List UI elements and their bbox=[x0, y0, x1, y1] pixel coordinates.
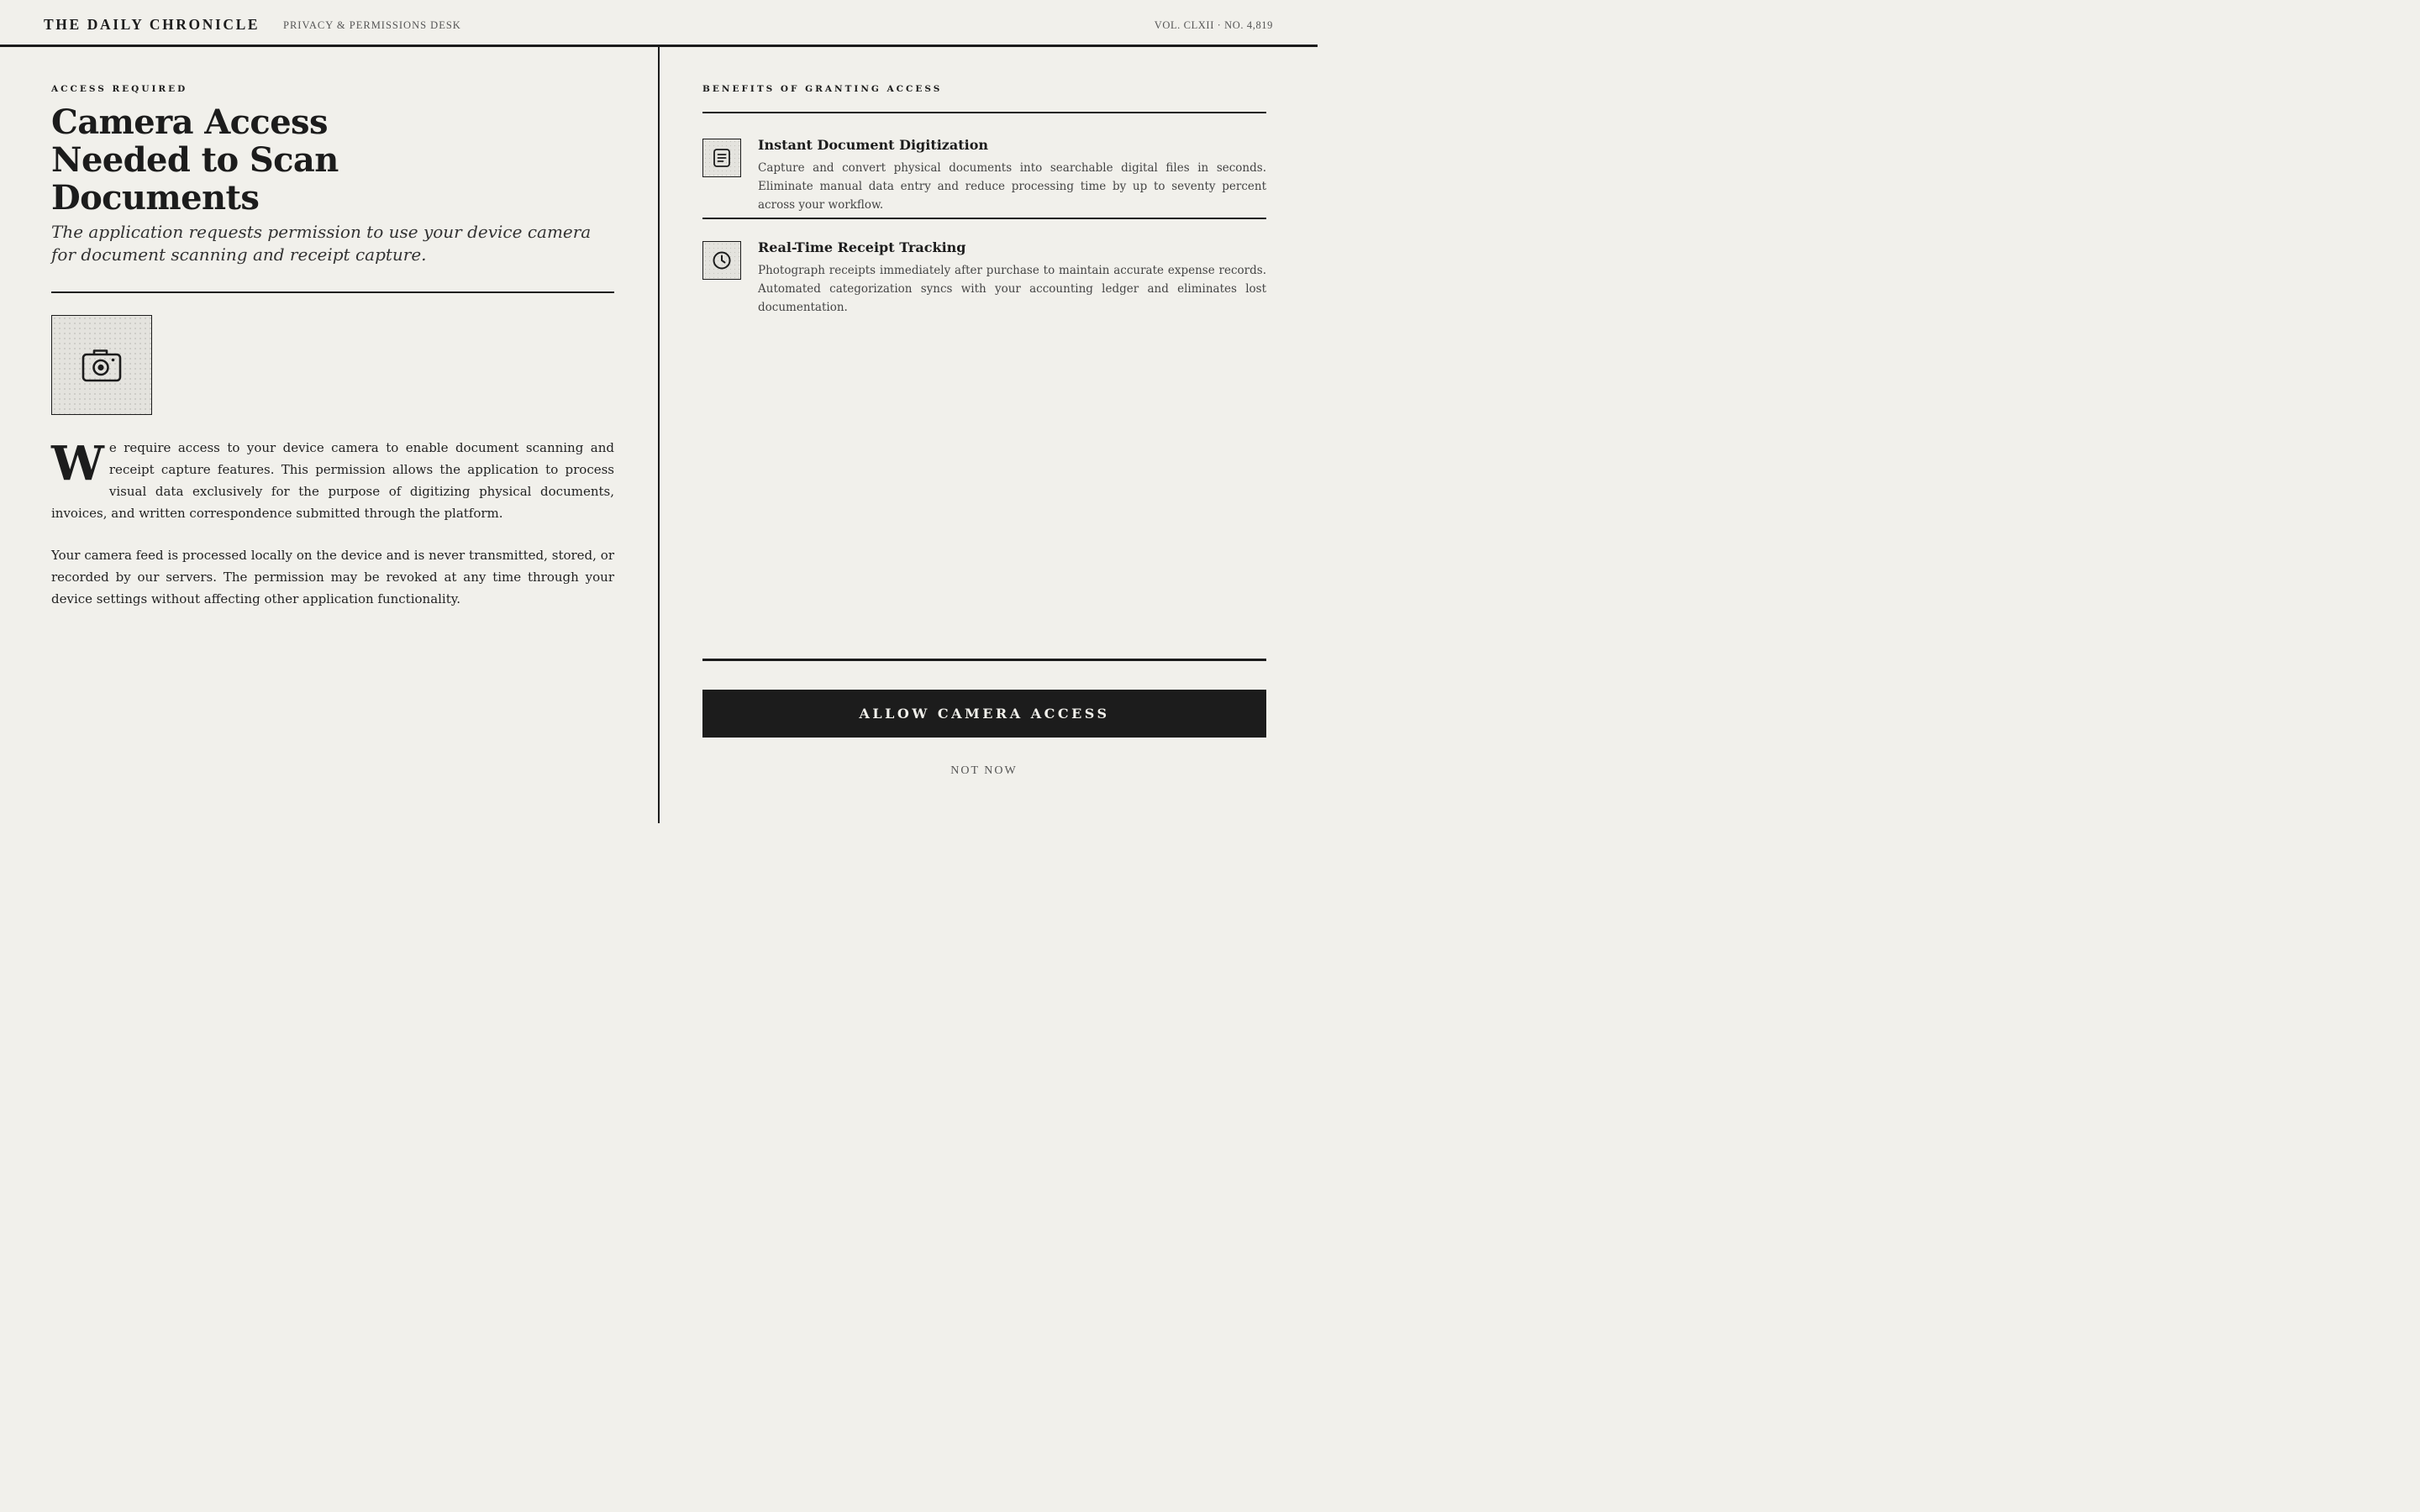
benefits-kicker: BENEFITS OF GRANTING ACCESS bbox=[702, 84, 943, 94]
drop-cap: W bbox=[51, 436, 104, 491]
masthead bbox=[0, 0, 1318, 47]
benefit-description: Capture and convert physical documents into searchable digital files in seconds. Eliminate manual data entry and reduce processing time by up to seventy percent across your workflow. bbox=[758, 161, 1266, 212]
benefits-rule-top bbox=[702, 112, 1266, 113]
permission-page bbox=[0, 0, 1318, 823]
benefits-column bbox=[702, 47, 1266, 823]
article-rule bbox=[51, 291, 614, 293]
benefit-icon-box bbox=[702, 139, 741, 177]
article-paragraph-2: Your camera feed is processed locally on the device and is never transmitted, stored, or recorded by our servers. The permission may be revoked at any time through your device settings without affecting other application functionality. bbox=[51, 548, 614, 606]
volume-label: VOL. CLXII · NO. 4,819 bbox=[1154, 19, 1273, 31]
paragraph-1-text: e require access to your device camera to enable document scanning and receipt capture features. This permission allows the application to process visual data exclusively for the purpose of digitizing physical documents, invoices, and written correspondence submitted through the platform. bbox=[51, 440, 614, 521]
allow-camera-access-button[interactable]: ALLOW CAMERA ACCESS bbox=[702, 690, 1266, 738]
clock-icon bbox=[712, 250, 732, 270]
article-paragraph-1 bbox=[51, 437, 614, 524]
not-now-button[interactable]: NOT NOW bbox=[900, 761, 1068, 781]
column-divider bbox=[658, 47, 660, 823]
camera-icon bbox=[82, 348, 122, 383]
benefits-rule-middle bbox=[702, 218, 1266, 219]
benefit-title: Real-Time Receipt Tracking bbox=[758, 239, 966, 255]
desk-label: PRIVACY & PERMISSIONS DESK bbox=[283, 19, 461, 31]
benefit-description: Photograph receipts immediately after purchase to maintain accurate expense records. Automated categorization syncs with your accounting ledger and eliminates lost documentation. bbox=[758, 264, 1266, 314]
benefit-title: Instant Document Digitization bbox=[758, 137, 989, 153]
camera-illustration bbox=[51, 315, 152, 415]
document-icon bbox=[713, 148, 731, 168]
article-kicker: ACCESS REQUIRED bbox=[51, 84, 188, 94]
benefit-icon-box bbox=[702, 241, 741, 280]
article-deck: The application requests permission to use your device camera for document scanning and receipt capture. bbox=[51, 222, 592, 265]
brand-title: THE DAILY CHRONICLE bbox=[44, 16, 260, 33]
actions-rule bbox=[702, 659, 1266, 661]
page-title: Camera Access Needed to Scan Documents bbox=[51, 102, 339, 218]
